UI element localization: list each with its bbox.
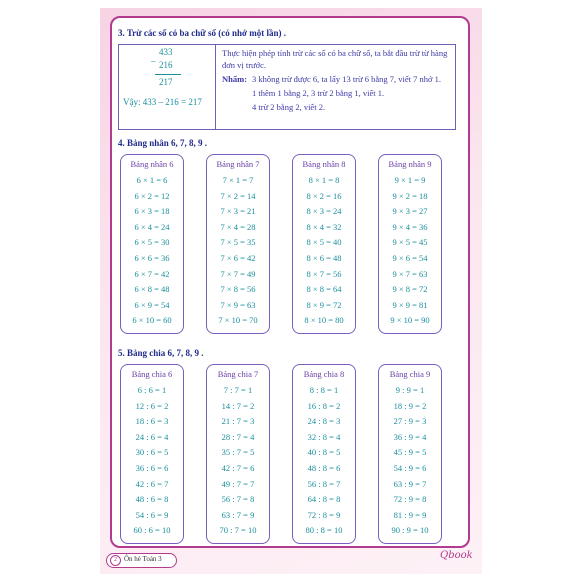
document-page xyxy=(100,8,482,574)
multiplication-table-row: 9 × 7 = 63 xyxy=(392,268,428,279)
multiplication-table-row: 9 × 3 = 27 xyxy=(392,206,428,217)
division-table-row: 72 : 9 = 8 xyxy=(393,494,427,505)
book-title: Ôn hè Toán 3 xyxy=(124,555,162,563)
section-5-heading: 5. Bảng chia 6, 7, 8, 9 . xyxy=(118,348,204,358)
explanation-line-1: Thực hiện phép tính trừ các số có ba chữ số, ta bắt đầu trừ từ hàng xyxy=(222,48,448,58)
multiplication-table-row: 8 × 8 = 64 xyxy=(306,284,342,295)
division-table xyxy=(378,364,442,544)
division-table-row: 80 : 8 = 10 xyxy=(305,525,343,536)
table-padding xyxy=(207,329,269,333)
multiplication-table-row: 9 × 1 = 9 xyxy=(394,175,426,185)
division-table-row: 24 : 6 = 4 xyxy=(135,431,169,442)
calc-subtrahend: 216 xyxy=(159,60,173,70)
calc-result: 217 xyxy=(159,77,173,87)
multiplication-table-row: 6 × 5 = 30 xyxy=(134,237,170,248)
calc-minus-sign: _ xyxy=(151,53,156,63)
nham-line-2: 1 thêm 1 bằng 2, 3 trừ 2 bằng 1, viết 1. xyxy=(252,88,385,98)
multiplication-table-row: 6 × 4 = 24 xyxy=(134,221,170,232)
division-table-row: 24 : 8 = 3 xyxy=(307,416,341,427)
division-table-row: 42 : 6 = 7 xyxy=(135,478,169,489)
nham-label: Nhẩm: xyxy=(222,74,248,84)
multiplication-table-row: 6 × 9 = 54 xyxy=(134,299,170,310)
multiplication-table-row: 9 × 4 = 36 xyxy=(392,221,428,232)
division-table xyxy=(120,364,184,544)
multiplication-table xyxy=(378,154,442,334)
division-table-row: 72 : 8 = 9 xyxy=(307,509,341,520)
nham-line-1: 3 không trừ được 6, ta lấy 13 trừ 6 bằng 7, viết 7 nhớ 1. xyxy=(252,74,442,84)
division-table-row: 56 : 8 = 7 xyxy=(307,478,341,489)
multiplication-table-title: Bảng nhân 8 xyxy=(302,159,346,169)
subtraction-box xyxy=(118,44,456,130)
section-4-heading: 4. Bảng nhân 6, 7, 8, 9 . xyxy=(118,138,208,148)
multiplication-table-row: 8 × 5 = 40 xyxy=(306,237,342,248)
multiplication-table-row: 6 × 6 = 36 xyxy=(134,252,170,263)
multiplication-table-row: 8 × 4 = 32 xyxy=(306,221,342,232)
division-table-title: Bảng chia 9 xyxy=(389,369,431,379)
multiplication-table-row: 6 × 2 = 12 xyxy=(134,190,170,201)
division-table-row: 21 : 7 = 3 xyxy=(221,416,255,427)
division-table-row: 8 : 8 = 1 xyxy=(309,385,339,395)
multiplication-table-row: 8 × 6 = 48 xyxy=(306,252,342,263)
multiplication-table-title: Bảng nhân 9 xyxy=(388,159,432,169)
division-table-row: 90 : 9 = 10 xyxy=(391,525,429,536)
division-table-row: 48 : 8 = 6 xyxy=(307,462,341,473)
division-table-title: Bảng chia 8 xyxy=(303,369,345,379)
nham-line-3: 4 trừ 2 bằng 2, viết 2. xyxy=(252,102,326,112)
multiplication-table-row: 7 × 6 = 42 xyxy=(220,252,256,263)
multiplication-table-row: 9 × 5 = 45 xyxy=(392,237,428,248)
division-table-row: 60 : 6 = 10 xyxy=(133,525,171,536)
division-table-row: 63 : 7 = 9 xyxy=(221,509,255,520)
division-table-row: 32 : 8 = 4 xyxy=(307,431,341,442)
division-table-title: Bảng chia 7 xyxy=(217,369,259,379)
division-table-row: 12 : 6 = 2 xyxy=(135,400,169,411)
table-padding xyxy=(379,329,441,333)
multiplication-table-row: 7 × 1 = 7 xyxy=(222,175,254,185)
table-padding xyxy=(293,329,355,333)
section-3-heading: 3. Trừ các số có ba chữ số (có nhớ một lần) . xyxy=(118,28,286,38)
division-table-row: 9 : 9 = 1 xyxy=(395,385,425,395)
division-table-row: 42 : 7 = 6 xyxy=(221,462,255,473)
page-number: 2 xyxy=(110,555,121,566)
multiplication-table-row: 7 × 7 = 49 xyxy=(220,268,256,279)
multiplication-table-row: 6 × 10 = 60 xyxy=(132,315,172,326)
division-table-row: 28 : 7 = 4 xyxy=(221,431,255,442)
publisher-logo: Qbook xyxy=(440,550,473,561)
division-table-row: 49 : 7 = 7 xyxy=(221,478,255,489)
calc-minuend: 433 xyxy=(159,47,173,57)
multiplication-table-row: 8 × 3 = 24 xyxy=(306,206,342,217)
multiplication-table-row: 7 × 5 = 35 xyxy=(220,237,256,248)
table-padding xyxy=(207,539,269,543)
division-table-row: 54 : 6 = 9 xyxy=(135,509,169,520)
table-padding xyxy=(121,329,183,333)
division-table-row: 54 : 9 = 6 xyxy=(393,462,427,473)
multiplication-table-row: 8 × 9 = 72 xyxy=(306,299,342,310)
division-table-row: 48 : 6 = 8 xyxy=(135,494,169,505)
subtraction-calc xyxy=(119,45,216,129)
division-table xyxy=(292,364,356,544)
division-table-row: 64 : 8 = 8 xyxy=(307,494,341,505)
multiplication-table-row: 9 × 6 = 54 xyxy=(392,252,428,263)
table-padding xyxy=(293,539,355,543)
multiplication-table-row: 8 × 2 = 16 xyxy=(306,190,342,201)
multiplication-table xyxy=(206,154,270,334)
division-table-row: 36 : 6 = 6 xyxy=(135,462,169,473)
multiplication-table xyxy=(120,154,184,334)
multiplication-table-row: 7 × 9 = 63 xyxy=(220,299,256,310)
multiplication-table-row: 8 × 7 = 56 xyxy=(306,268,342,279)
content-panel xyxy=(110,16,470,548)
table-padding xyxy=(379,539,441,543)
multiplication-table xyxy=(292,154,356,334)
multiplication-table-row: 9 × 2 = 18 xyxy=(392,190,428,201)
multiplication-table-row: 6 × 1 = 6 xyxy=(136,175,168,185)
division-table-row: 14 : 7 = 2 xyxy=(221,400,255,411)
multiplication-table-row: 8 × 10 = 80 xyxy=(304,315,344,326)
multiplication-table-row: 9 × 9 = 81 xyxy=(392,299,428,310)
multiplication-table-row: 6 × 7 = 42 xyxy=(134,268,170,279)
division-table-row: 30 : 6 = 5 xyxy=(135,447,169,458)
multiplication-table-row: 7 × 10 = 70 xyxy=(218,315,258,326)
multiplication-table-row: 6 × 8 = 48 xyxy=(134,284,170,295)
multiplication-table-title: Bảng nhân 7 xyxy=(216,159,260,169)
division-table-row: 27 : 9 = 3 xyxy=(393,416,427,427)
footer-book-tag xyxy=(106,553,177,568)
calc-divider xyxy=(155,74,181,75)
multiplication-table-row: 9 × 8 = 72 xyxy=(392,284,428,295)
division-table-row: 70 : 7 = 10 xyxy=(219,525,257,536)
division-table-row: 35 : 7 = 5 xyxy=(221,447,255,458)
calc-summary: Vậy: 433 – 216 = 217 xyxy=(123,97,202,107)
division-table-row: 18 : 9 = 2 xyxy=(393,400,427,411)
division-table-row: 7 : 7 = 1 xyxy=(223,385,253,395)
division-table-row: 40 : 8 = 5 xyxy=(307,447,341,458)
multiplication-table-row: 7 × 2 = 14 xyxy=(220,190,256,201)
multiplication-table-row: 7 × 3 = 21 xyxy=(220,206,256,217)
multiplication-table-row: 7 × 8 = 56 xyxy=(220,284,256,295)
multiplication-table-row: 7 × 4 = 28 xyxy=(220,221,256,232)
division-table-row: 63 : 9 = 7 xyxy=(393,478,427,489)
multiplication-table-row: 8 × 1 = 8 xyxy=(308,175,340,185)
division-table-title: Bảng chia 6 xyxy=(131,369,173,379)
table-padding xyxy=(121,539,183,543)
multiplication-table-title: Bảng nhân 6 xyxy=(130,159,174,169)
division-table-row: 6 : 6 = 1 xyxy=(137,385,167,395)
division-table-row: 45 : 9 = 5 xyxy=(393,447,427,458)
division-table-row: 36 : 9 = 4 xyxy=(393,431,427,442)
multiplication-table-row: 9 × 10 = 90 xyxy=(390,315,430,326)
division-table-row: 56 : 7 = 8 xyxy=(221,494,255,505)
division-table-row: 81 : 9 = 9 xyxy=(393,509,427,520)
division-table-row: 18 : 6 = 3 xyxy=(135,416,169,427)
division-table-row: 16 : 8 = 2 xyxy=(307,400,341,411)
multiplication-table-row: 6 × 3 = 18 xyxy=(134,206,170,217)
division-table xyxy=(206,364,270,544)
explanation-line-2: đơn vị trước. xyxy=(222,60,267,70)
